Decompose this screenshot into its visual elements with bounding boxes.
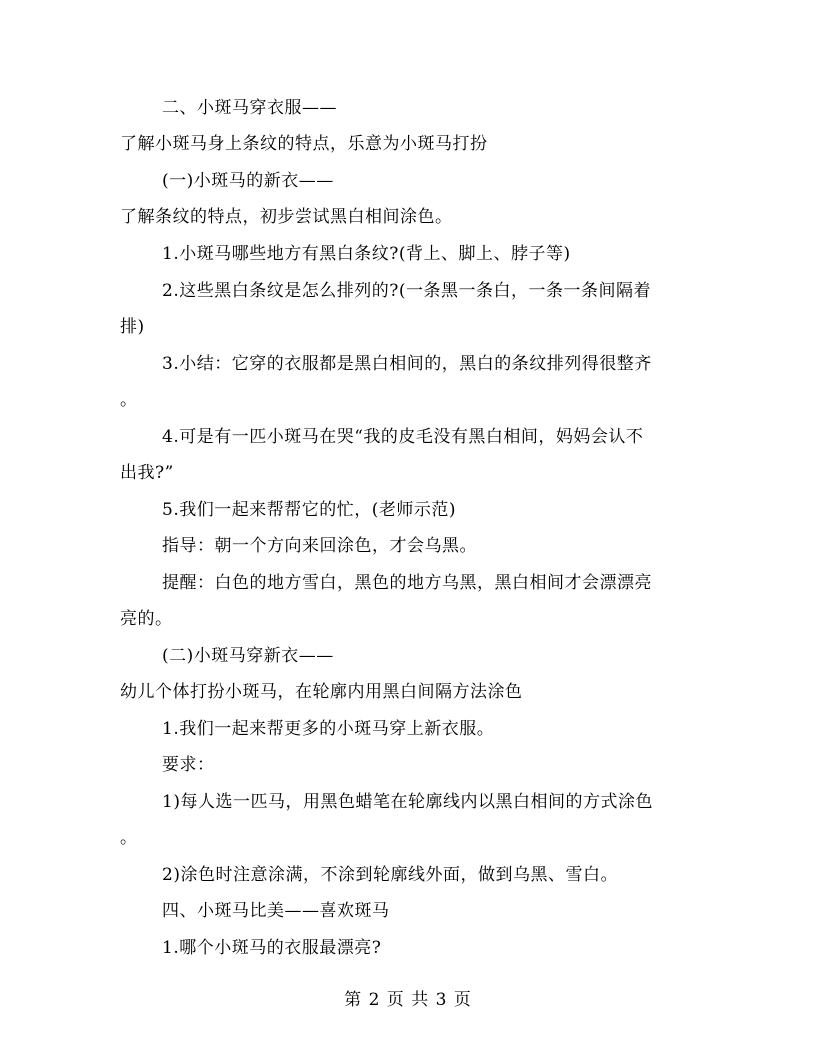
- paragraph-line: 。: [120, 828, 138, 848]
- paragraph-line: 3.小结：它穿的衣服都是黑白相间的，黑白的条纹排列得很整齐: [162, 354, 652, 374]
- paragraph-line: 5.我们一起来帮帮它的忙，(老师示范): [162, 500, 456, 520]
- paragraph-line: 。: [120, 390, 138, 410]
- paragraph-line: 指导：朝一个方向来回涂色，才会乌黑。: [162, 536, 477, 556]
- page-footer: 第 2 页 共 3 页: [344, 990, 472, 1010]
- subsection-goal: 幼儿个体打扮小斑马，在轮廓内用黑白间隔方法涂色: [120, 682, 523, 702]
- section-heading-4: 四、小斑马比美——喜欢斑马: [162, 901, 390, 921]
- subsection-goal: 了解条纹的特点，初步尝试黑白相间涂色。: [120, 207, 453, 227]
- section-heading-2: 二、小斑马穿衣服——: [162, 98, 337, 118]
- subsection-heading-2: (二)小斑马穿新衣——: [162, 646, 334, 666]
- paragraph-line: 4.可是有一匹小斑马在哭“我的皮毛没有黑白相间，妈妈会认不: [162, 427, 644, 447]
- paragraph-line: 出我?”: [120, 463, 174, 483]
- paragraph-line: 2)涂色时注意涂满，不涂到轮廓线外面，做到乌黑、雪白。: [162, 865, 618, 885]
- paragraph-line: 1)每人选一匹马，用黑色蜡笔在轮廓线内以黑白相间的方式涂色: [162, 792, 653, 812]
- subsection-heading-1: (一)小斑马的新衣——: [162, 171, 334, 191]
- paragraph-line: 1.我们一起来帮更多的小斑马穿上新衣服。: [162, 719, 495, 739]
- section-goal: 了解小斑马身上条纹的特点，乐意为小斑马打扮: [120, 134, 488, 154]
- paragraph-line: 1.哪个小斑马的衣服最漂亮?: [162, 938, 382, 958]
- paragraph-line: 1.小斑马哪些地方有黑白条纹?(背上、脚上、脖子等): [162, 244, 571, 264]
- paragraph-line: 要求：: [162, 755, 215, 775]
- paragraph-line: 提醒：白色的地方雪白，黑色的地方乌黑，黑白相间才会漂漂亮: [162, 573, 652, 593]
- paragraph-line: 亮的。: [120, 609, 173, 629]
- paragraph-line: 排): [120, 317, 145, 337]
- paragraph-line: 2.这些黑白条纹是怎么排列的?(一条黑一条白，一条一条间隔着: [162, 281, 651, 301]
